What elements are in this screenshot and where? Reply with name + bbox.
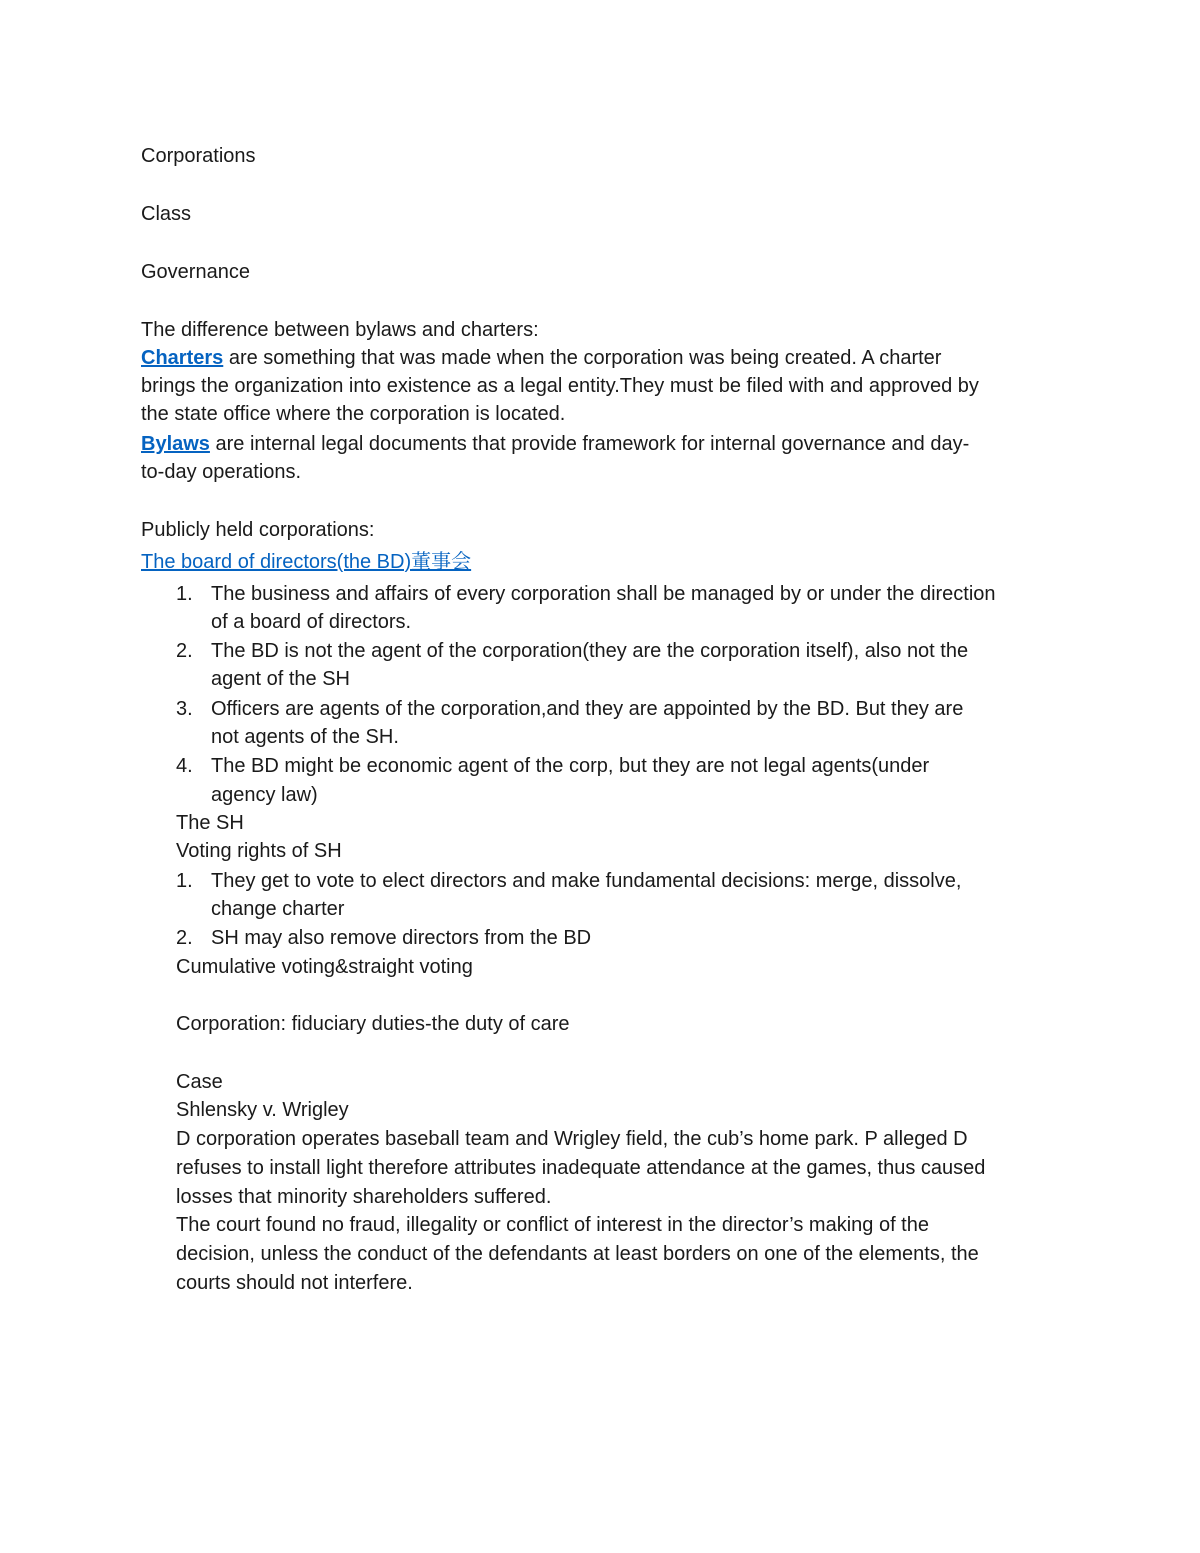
list-item-number: 1. <box>176 583 193 605</box>
class-label: Class <box>141 203 192 225</box>
bylaws-link[interactable]: Bylaws <box>141 433 210 455</box>
case-facts-line: refuses to install light therefore attributes inadequate attendance at the games, thus caused <box>176 1157 986 1179</box>
bylaws-text: are internal legal documents that provide framework for internal governance and day- <box>209 433 970 455</box>
list-item-number: 1. <box>176 870 193 892</box>
list-item: The business and affairs of every corporation shall be managed by or under the direction <box>211 583 996 605</box>
list-item: of a board of directors. <box>211 611 412 633</box>
list-item: agency law) <box>211 784 318 806</box>
list-item: change charter <box>211 898 345 920</box>
voting-heading: Voting rights of SH <box>176 840 342 862</box>
bylaws-paragraph-line <box>141 430 969 458</box>
bylaws-heading: The difference between bylaws and charters: <box>141 319 539 341</box>
list-item-number: 4. <box>176 755 193 777</box>
charters-text: are something that was made when the corporation was being created. A charter <box>223 347 942 369</box>
list-item: not agents of the SH. <box>211 726 399 748</box>
course-title: Corporations <box>141 145 256 167</box>
case-holding-line: courts should not interfere. <box>176 1272 413 1294</box>
list-item-number: 2. <box>176 927 193 949</box>
list-item: SH may also remove directors from the BD <box>211 927 592 949</box>
list-item: They get to vote to elect directors and make fundamental decisions: merge, dissolve, <box>211 870 962 892</box>
case-facts-line: D corporation operates baseball team and Wrigley field, the cub’s home park. P alleged D <box>176 1128 968 1150</box>
case-facts-line: losses that minority shareholders suffered. <box>176 1186 552 1208</box>
case-name: Shlensky v. Wrigley <box>176 1099 349 1121</box>
charters-paragraph-line: the state office where the corporation is located. <box>141 403 566 425</box>
charters-paragraph-line: brings the organization into existence as a legal entity.They must be filed with and approved by <box>141 375 979 397</box>
case-holding-line: The court found no fraud, illegality or conflict of interest in the director’s making of the <box>176 1214 929 1236</box>
bd-link-text[interactable]: The board of directors(the BD)董事会 <box>141 551 472 573</box>
charters-link[interactable]: Charters <box>141 347 224 369</box>
public-heading: Publicly held corporations: <box>141 519 375 541</box>
list-item-number: 3. <box>176 698 193 720</box>
list-item: The BD is not the agent of the corporation(they are the corporation itself), also not the <box>211 640 969 662</box>
list-item: agent of the SH <box>211 668 350 690</box>
duty-heading: Corporation: fiduciary duties-the duty of care <box>176 1013 570 1035</box>
topic-heading: Governance <box>141 261 250 283</box>
bylaws-paragraph-line: to-day operations. <box>141 461 302 483</box>
case-label: Case <box>176 1071 223 1093</box>
charters-paragraph-line <box>141 344 941 372</box>
board-of-directors-link[interactable] <box>141 548 471 576</box>
sh-heading: The SH <box>176 812 244 834</box>
cumulative-voting: Cumulative voting&straight voting <box>176 956 473 978</box>
list-item: Officers are agents of the corporation,and they are appointed by the BD. But they are <box>211 698 964 720</box>
case-holding-line: decision, unless the conduct of the defendants at least borders on one of the elements, the <box>176 1243 979 1265</box>
list-item-number: 2. <box>176 640 193 662</box>
list-item: The BD might be economic agent of the corp, but they are not legal agents(under <box>211 755 930 777</box>
